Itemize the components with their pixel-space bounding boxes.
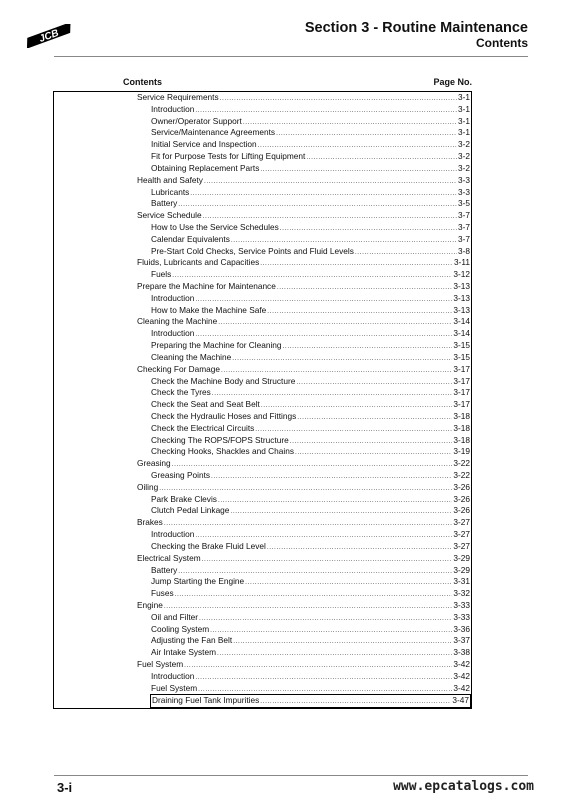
toc-entry-page: 3-37	[453, 635, 470, 646]
toc-entry-row[interactable]	[54, 435, 471, 447]
section-title: Section 3 - Routine Maintenance	[304, 20, 528, 36]
toc-entry-row[interactable]	[54, 505, 471, 517]
toc-entry-page: 3-36	[453, 623, 470, 634]
toc-entry-page: 3-29	[453, 564, 470, 575]
toc-entry-row[interactable]	[54, 671, 471, 683]
toc-entry-label: Owner/Operator Support	[151, 115, 242, 126]
toc-entry-label: Cleaning the Machine	[151, 351, 232, 362]
toc-entry-label: Adjusting the Fan Belt	[151, 635, 233, 646]
toc-entry-row[interactable]	[54, 647, 471, 659]
toc-entry-label: Checking the Brake Fluid Level	[151, 540, 266, 551]
toc-entry-label: Draining Fuel Tank Impurities	[152, 695, 260, 706]
toc-entry-page: 3-27	[453, 540, 470, 551]
toc-entry-page: 3-15	[453, 351, 470, 362]
toc-section-row[interactable]	[54, 659, 471, 671]
toc-section-row[interactable]	[54, 281, 471, 293]
toc-section-row[interactable]	[54, 92, 471, 104]
toc-section-row[interactable]	[54, 316, 471, 328]
toc-entry-label: Fluids, Lubricants and Capacities	[137, 257, 260, 268]
toc-entry-page: 3-33	[453, 599, 470, 610]
toc-section-row[interactable]	[54, 364, 471, 376]
toc-entry-page: 3-17	[453, 399, 470, 410]
toc-entry-page: 3-13	[453, 304, 470, 315]
toc-entry-page: 3-14	[453, 316, 470, 327]
toc-entry-label: Jump Starting the Engine	[151, 576, 245, 587]
toc-entry-label: Brakes	[137, 517, 163, 528]
toc-entry-page: 3-17	[453, 363, 470, 374]
toc-section-row[interactable]	[54, 517, 471, 529]
toc-entry-label: Checking The ROPS/FOPS Structure	[151, 434, 289, 445]
toc-entry-label: Obtaining Replacement Parts	[151, 162, 260, 173]
toc-entry-page: 3-18	[453, 434, 470, 445]
toc-entry-page: 3-13	[453, 292, 470, 303]
toc-entry-page: 3-12	[453, 269, 470, 280]
toc-entry-row[interactable]	[54, 305, 471, 317]
toc-section-row[interactable]	[54, 553, 471, 565]
toc-entry-page: 3-3	[458, 186, 470, 197]
toc-entry-label: Check the Electrical Circuits	[151, 422, 255, 433]
toc-entry-label: Service Schedule	[137, 210, 202, 221]
toc-entry-page: 3-1	[458, 103, 470, 114]
toc-entry-label: Calendar Equivalents	[151, 233, 230, 244]
toc-entry-page: 3-2	[458, 151, 470, 162]
toc-entry-label: Introduction	[151, 328, 195, 339]
logo-text: JCB	[37, 27, 61, 45]
toc-entry-label: Check the Hydraulic Hoses and Fittings	[151, 410, 297, 421]
toc-entry-label: How to Make the Machine Safe	[151, 304, 267, 315]
toc-entry-page: 3-18	[453, 410, 470, 421]
toc-entry-page: 3-2	[458, 139, 470, 150]
toc-entry-page: 3-1	[458, 115, 470, 126]
toc-entry-label: Health and Safety	[137, 174, 203, 185]
header-divider	[54, 56, 528, 57]
toc-entry-label: Checking Hooks, Shackles and Chains	[151, 446, 294, 457]
table-of-contents	[53, 91, 472, 709]
toc-entry-page: 3-19	[453, 446, 470, 457]
toc-entry-row[interactable]	[54, 541, 471, 553]
toc-entry-label: Fuels	[151, 269, 172, 280]
toc-entry-page: 3-7	[458, 221, 470, 232]
toc-entry-row[interactable]	[54, 246, 471, 258]
toc-entry-page: 3-11	[454, 257, 470, 268]
toc-entry-page: 3-3	[458, 174, 470, 185]
toc-entry-label: Fuses	[151, 588, 174, 599]
toc-entry-page: 3-27	[453, 529, 470, 540]
toc-entry-label: Fit for Purpose Tests for Lifting Equipment	[151, 151, 306, 162]
toc-entry-row[interactable]	[54, 635, 471, 647]
toc-entry-label: Introduction	[151, 103, 195, 114]
toc-entry-page: 3-42	[453, 682, 470, 693]
toc-entry-label: Air Intake System	[151, 647, 217, 658]
toc-entry-label: Introduction	[151, 670, 195, 681]
toc-entry-row[interactable]	[54, 198, 471, 210]
toc-entry-label: Electrical System	[137, 552, 201, 563]
toc-entry-label: Clutch Pedal Linkage	[151, 505, 230, 516]
toc-entry-row[interactable]	[54, 163, 471, 175]
toc-entry-page: 3-42	[453, 659, 470, 669]
toc-entry-label: Greasing	[137, 458, 171, 469]
page-number: 3-i	[57, 780, 73, 795]
toc-entry-page: 3-42	[453, 670, 470, 681]
toc-entry-label: Initial Service and Inspection	[151, 139, 257, 150]
watermark: www.epcatalogs.com	[393, 779, 534, 794]
toc-entry-page: 3-13	[453, 281, 470, 291]
toc-entry-label: Introduction	[151, 292, 195, 303]
toc-entry-row[interactable]	[54, 470, 471, 482]
toc-entry-row[interactable]	[150, 694, 471, 708]
toc-entry-row[interactable]	[54, 411, 471, 423]
toc-entry-label: Preparing the Machine for Cleaning	[151, 340, 282, 351]
toc-entry-page: 3-7	[458, 233, 470, 244]
section-subtitle: Contents	[476, 36, 528, 50]
toc-entry-row[interactable]	[54, 328, 471, 340]
toc-entry-row[interactable]	[54, 494, 471, 506]
toc-entry-page: 3-26	[453, 493, 470, 504]
toc-entry-page: 3-22	[453, 458, 470, 469]
contents-column-header: Contents	[123, 77, 162, 87]
toc-entry-row[interactable]	[54, 446, 471, 458]
toc-entry-label: Battery	[151, 198, 178, 209]
toc-entry-page: 3-15	[453, 340, 470, 351]
toc-entry-page: 3-14	[453, 328, 470, 339]
toc-entry-label: Check the Seat and Seat Belt	[151, 399, 260, 410]
toc-entry-label: Checking For Damage	[137, 363, 221, 374]
toc-entry-label: Lubricants	[151, 186, 190, 197]
toc-entry-page: 3-22	[453, 470, 470, 480]
toc-entry-row[interactable]	[54, 624, 471, 636]
toc-entry-row[interactable]	[54, 127, 471, 139]
toc-entry-row[interactable]	[54, 683, 471, 695]
jcb-logo	[18, 24, 82, 48]
toc-entry-row[interactable]	[54, 151, 471, 163]
toc-entry-row[interactable]	[54, 612, 471, 624]
toc-section-row[interactable]	[54, 175, 471, 187]
toc-section-row[interactable]	[54, 257, 471, 269]
toc-entry-page: 3-18	[453, 422, 470, 433]
toc-entry-label: Check the Tyres	[151, 387, 211, 398]
toc-entry-row[interactable]	[54, 116, 471, 128]
toc-entry-page: 3-27	[453, 517, 470, 528]
toc-entry-label: Fuel System	[151, 682, 198, 693]
toc-entry-page: 3-8	[458, 245, 470, 256]
toc-entry-page: 3-17	[453, 387, 470, 398]
toc-entry-row[interactable]	[54, 104, 471, 116]
toc-entry-label: How to Use the Service Schedules	[151, 221, 279, 232]
dot-leader	[260, 696, 451, 708]
toc-section-row[interactable]	[54, 600, 471, 612]
toc-entry-label: Cleaning the Machine	[137, 316, 218, 327]
toc-entry-row[interactable]	[54, 588, 471, 600]
toc-entry-label: Pre-Start Cold Checks, Service Points and Fluid Levels	[151, 245, 354, 256]
toc-entry-row[interactable]	[54, 423, 471, 435]
toc-entry-page: 3-5	[458, 198, 470, 209]
toc-entry-label: Battery	[151, 564, 178, 575]
toc-entry-label: Oil and Filter	[151, 611, 199, 622]
toc-section-row[interactable]	[54, 458, 471, 470]
toc-entry-label: Cooling System	[151, 623, 210, 634]
toc-entry-row[interactable]	[54, 529, 471, 541]
toc-entry-row[interactable]	[54, 269, 471, 281]
toc-entry-row[interactable]	[54, 139, 471, 151]
toc-entry-label: Prepare the Machine for Maintenance	[137, 281, 276, 291]
toc-entry-row[interactable]	[54, 222, 471, 234]
toc-entry-label: Engine	[137, 599, 163, 610]
toc-entry-label: Oiling	[137, 481, 159, 492]
toc-entry-page: 3-38	[453, 647, 470, 658]
toc-entry-row[interactable]	[54, 399, 471, 411]
toc-entry-page: 3-33	[453, 611, 470, 622]
page-number-column-header: Page No.	[433, 77, 472, 87]
toc-entry-page: 3-29	[453, 552, 470, 563]
toc-entry-row[interactable]	[54, 376, 471, 388]
toc-entry-label: Fuel System	[137, 659, 184, 669]
toc-entry-row[interactable]	[54, 187, 471, 199]
toc-entry-page: 3-17	[453, 375, 470, 386]
toc-entry-label: Introduction	[151, 529, 195, 540]
toc-entry-label: Greasing Points	[151, 470, 211, 480]
toc-section-row[interactable]	[54, 210, 471, 222]
toc-entry-row[interactable]	[54, 293, 471, 305]
toc-entry-page: 3-2	[458, 162, 470, 173]
toc-entry-page: 3-1	[458, 127, 470, 138]
toc-entry-row[interactable]	[54, 387, 471, 399]
toc-entry-row[interactable]	[54, 565, 471, 577]
toc-entry-page: 3-7	[458, 210, 470, 221]
toc-entry-row[interactable]	[54, 340, 471, 352]
toc-entry-page: 3-31	[453, 576, 470, 587]
toc-entry-label: Service Requirements	[137, 92, 219, 102]
toc-entry-page: 3-47	[452, 695, 469, 706]
toc-entry-page: 3-26	[453, 481, 470, 492]
toc-entry-row[interactable]	[54, 352, 471, 364]
toc-entry-page: 3-32	[453, 588, 470, 599]
toc-entry-label: Service/Maintenance Agreements	[151, 127, 276, 138]
toc-entry-label: Check the Machine Body and Structure	[151, 375, 296, 386]
footer-divider	[54, 775, 528, 776]
toc-entry-row[interactable]	[54, 234, 471, 246]
toc-entry-label: Park Brake Clevis	[151, 493, 217, 504]
toc-entry-row[interactable]	[54, 576, 471, 588]
toc-entry-page: 3-1	[458, 92, 470, 102]
toc-entry-page: 3-26	[453, 505, 470, 516]
toc-section-row[interactable]	[54, 482, 471, 494]
